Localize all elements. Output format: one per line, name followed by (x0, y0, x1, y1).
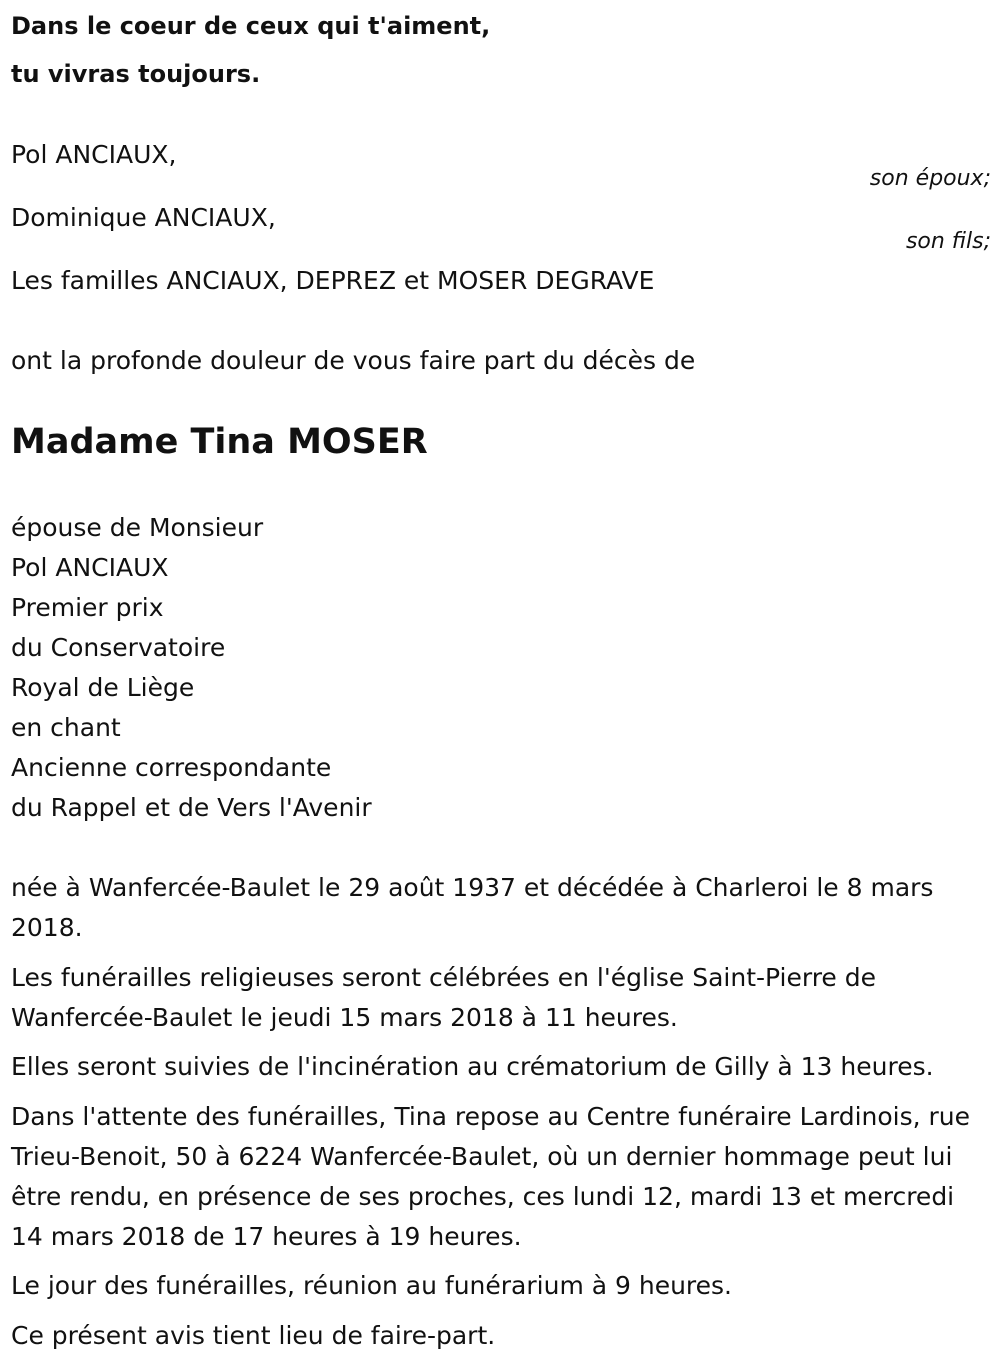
gathering-paragraph: Le jour des funérailles, réunion au funérarium à 9 heures. (11, 1271, 733, 1300)
bio-line: épouse de Monsieur (11, 513, 264, 542)
epitaph-line-1: Dans le coeur de ceux qui t'aiment, (11, 12, 491, 40)
deceased-name: Madame Tina MOSER (11, 422, 428, 462)
funeral-service-paragraph: Les funérailles religieuses seront célébrées en l'église Saint-Pierre de Wanfercée-Baulet le jeudi 15 mars 2018 à 11 heures. (11, 963, 877, 1032)
bio-line: Ancienne correspondante (11, 753, 332, 782)
bio-line: en chant (11, 713, 121, 742)
relation-son: son fils; (905, 229, 991, 254)
family-members-others: Les familles ANCIAUX, DEPREZ et MOSER DEGRAVE (11, 266, 655, 295)
biography-lines (11, 508, 372, 828)
visitation-paragraph: Dans l'attente des funérailles, Tina repose au Centre funéraire Lardinois, rue Trieu-Benoit, 50 à 6224 Wanfercée-Baulet, où un dernier hommage peut lui être rendu, en présence de ses proches, ces lundi 12, mardi 13 et mercredi 14 mars 2018 de 17 heures à 19 heures. (11, 1102, 971, 1251)
epitaph-line-2: tu vivras toujours. (11, 60, 261, 88)
family-member-spouse: Pol ANCIAUX, (11, 140, 177, 169)
bio-line: du Conservatoire (11, 633, 226, 662)
family-member-son: Dominique ANCIAUX, (11, 203, 276, 232)
relation-spouse: son époux; (869, 166, 991, 191)
bio-line: Pol ANCIAUX (11, 553, 169, 582)
notice-paragraph: Ce présent avis tient lieu de faire-part. (11, 1321, 496, 1350)
cremation-paragraph: Elles seront suivies de l'incinération au crématorium de Gilly à 13 heures. (11, 1052, 934, 1081)
bio-line: Premier prix (11, 593, 164, 622)
bio-line: du Rappel et de Vers l'Avenir (11, 793, 372, 822)
birth-death-paragraph: née à Wanfercée-Baulet le 29 août 1937 et décédée à Charleroi le 8 mars 2018. (11, 873, 934, 942)
bio-line: Royal de Liège (11, 673, 195, 702)
announcement-text: ont la profonde douleur de vous faire part du décès de (11, 346, 696, 375)
